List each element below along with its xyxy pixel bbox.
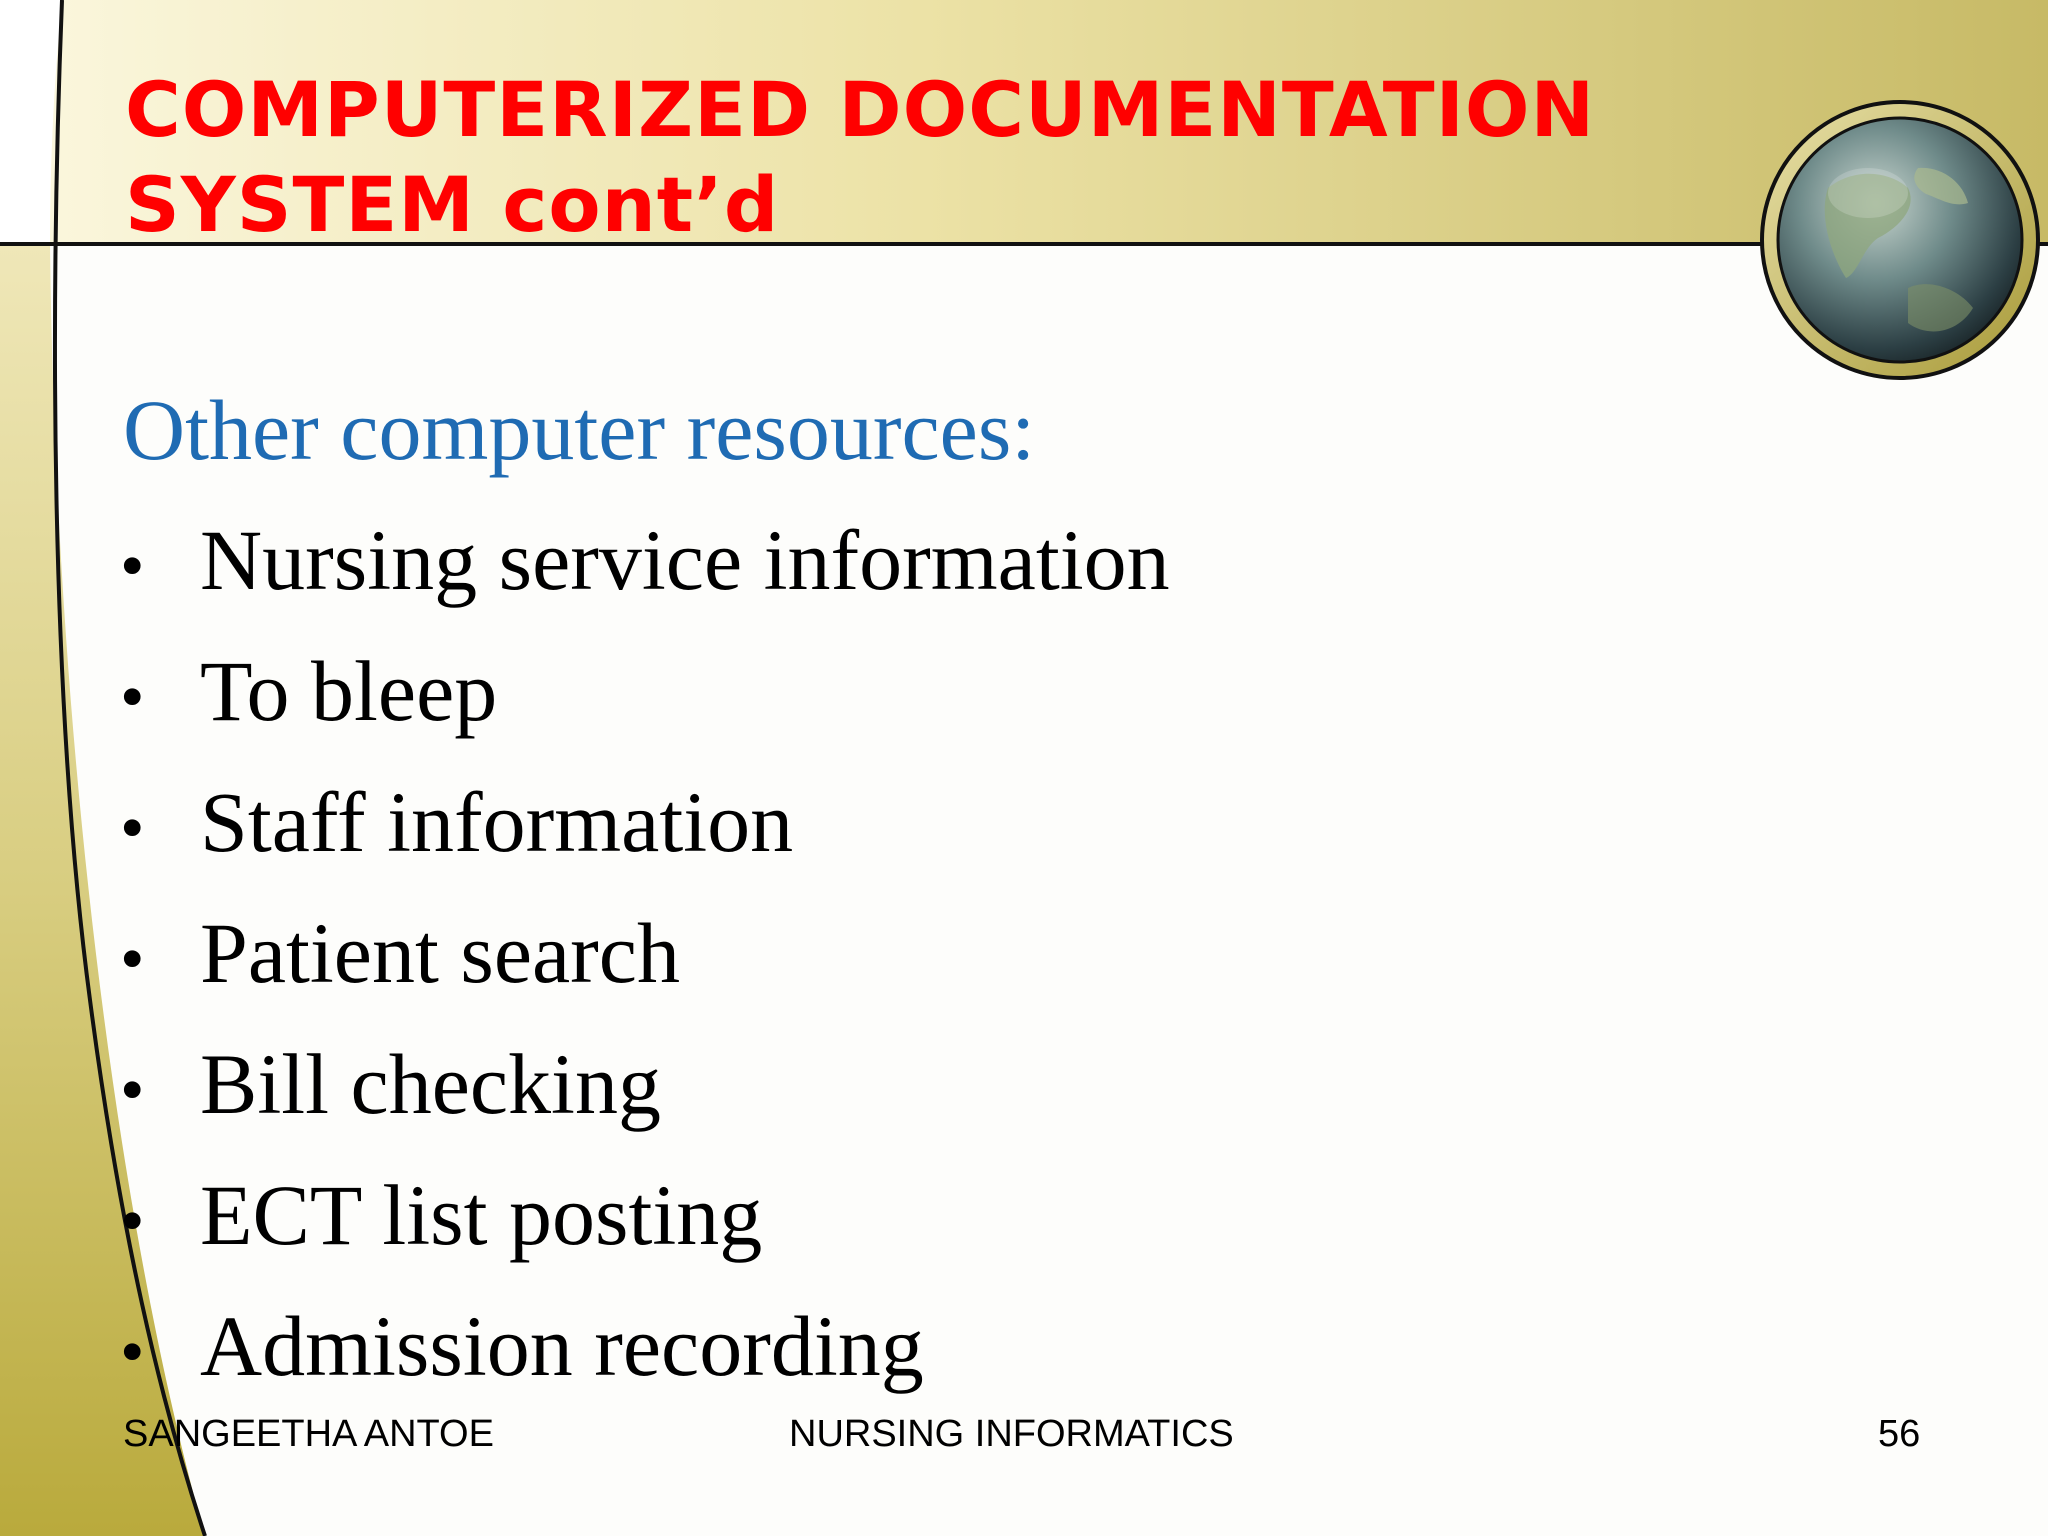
globe-sphere xyxy=(1778,118,2022,362)
bullet-icon: • xyxy=(120,921,145,998)
list-item xyxy=(120,641,1170,772)
globe-highlight xyxy=(1828,168,1908,218)
slide-title-line-2: SYSTEM cont’d xyxy=(125,160,780,249)
list-item xyxy=(120,772,1170,903)
bullet-label: Admission recording xyxy=(200,1298,924,1394)
list-item xyxy=(120,1165,1170,1296)
bullet-icon: • xyxy=(120,528,145,605)
globe-icon xyxy=(1758,98,2042,382)
bullet-icon: • xyxy=(120,659,145,736)
bullet-label: Nursing service information xyxy=(200,512,1170,608)
slide-title xyxy=(125,62,1595,252)
footer-author: SANGEETHA ANTOE xyxy=(123,1413,494,1455)
bullet-icon: • xyxy=(120,1314,145,1391)
bullet-label: Patient search xyxy=(200,905,680,1001)
bullet-label: Staff information xyxy=(200,774,794,870)
bullet-label: ECT list posting xyxy=(200,1167,763,1263)
bullet-icon: • xyxy=(120,790,145,867)
bullet-icon: • xyxy=(120,1183,145,1260)
bullet-icon: • xyxy=(120,1052,145,1129)
bullet-label: To bleep xyxy=(200,643,498,739)
list-item xyxy=(120,510,1170,641)
footer-page-number: 56 xyxy=(1878,1413,1921,1455)
list-item xyxy=(120,1034,1170,1165)
list-item xyxy=(120,903,1170,1034)
bullet-label: Bill checking xyxy=(200,1036,661,1132)
footer-course: NURSING INFORMATICS xyxy=(789,1413,1234,1455)
list-item xyxy=(120,1296,1170,1427)
slide-title-line-1: COMPUTERIZED DOCUMENTATION xyxy=(125,65,1596,154)
bullet-list xyxy=(120,510,1170,1427)
subtitle: Other computer resources: xyxy=(123,382,1036,478)
